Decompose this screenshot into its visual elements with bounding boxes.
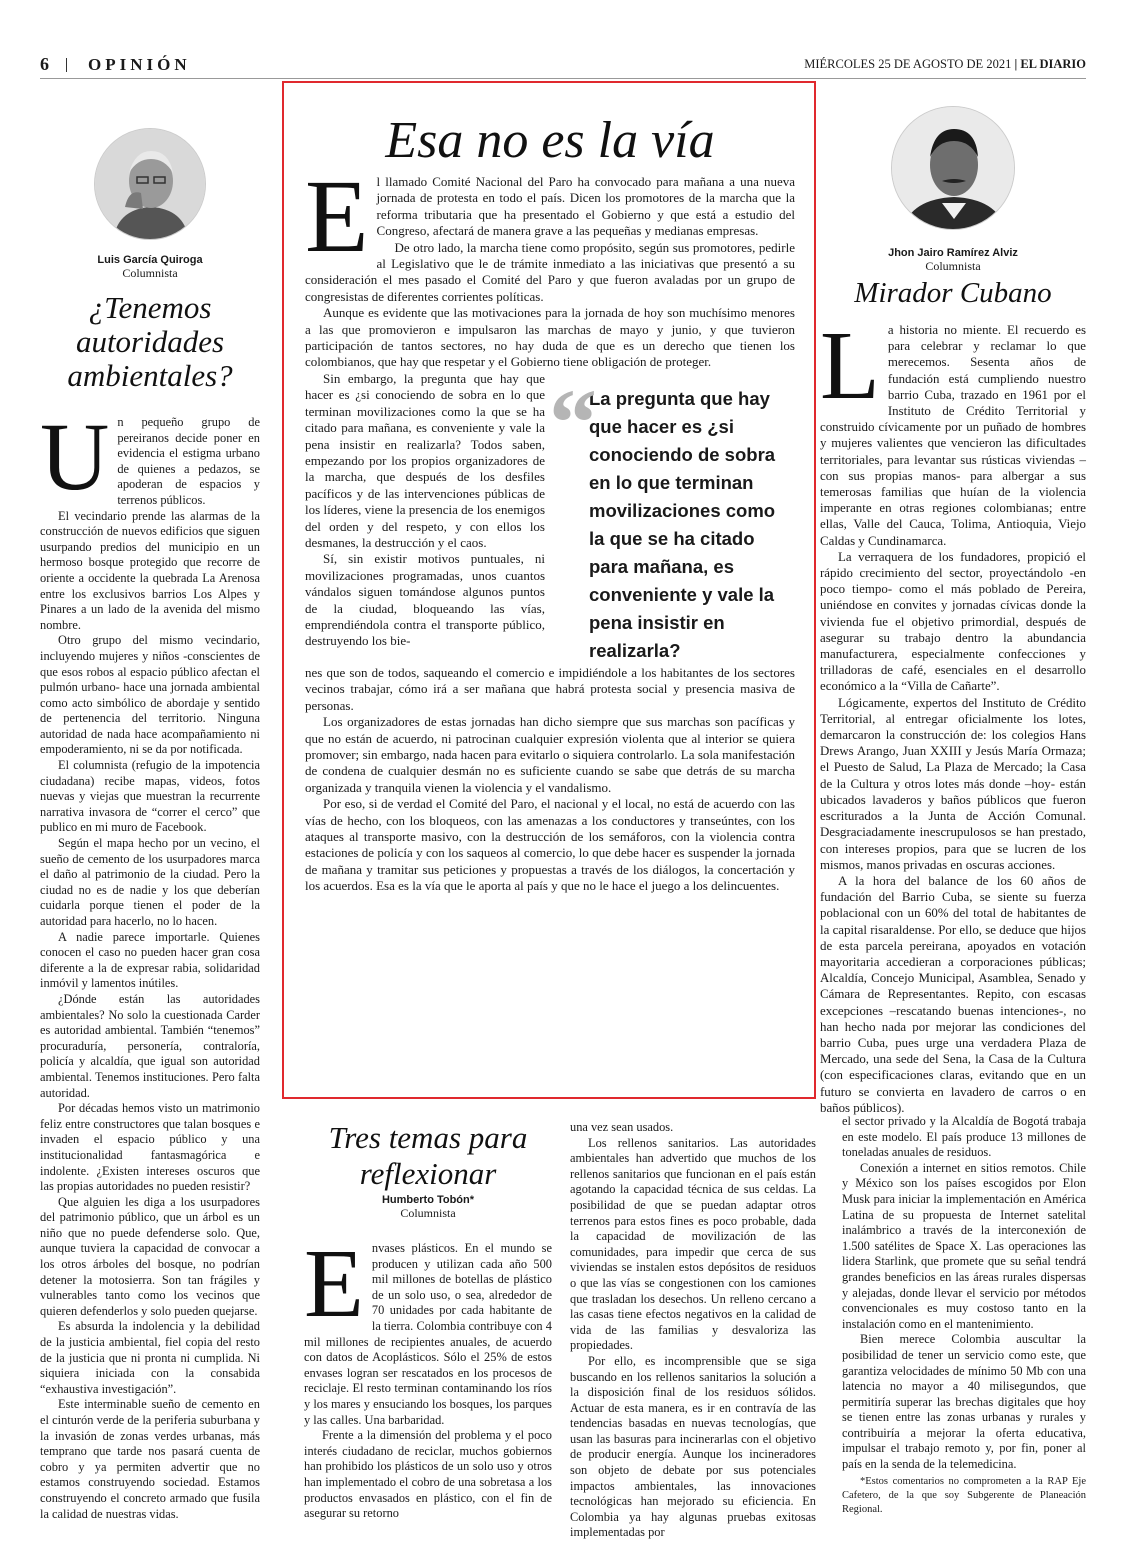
bottom-author-role: Columnista [400,1206,456,1220]
right-paragraph: a historia no miente. El recuerdo es para celebrar y reclamar lo que merecemos. Sesenta años de fundación está cumpliendo nuestro barrio Cuba, trazado en 1961 por el Instituto de Crédito Territorial y construido cívicamente por un puñado de hombres y mujeres valientes que vencieron las dificultades territoriales, para levantar sus rústicas viviendas –con sus propias manos- para albergar a sus temerosas familias que huían de la violencia imperante en otras regiones colombianas; entre ellas, Valle del Cauca, Tolima, Antioquia, Viejo Caldas y Cundinamarca. [820,323,1086,548]
editorial-drop-cap: E [305,159,369,274]
bottom-drop-cap: E [304,1230,364,1338]
left-paragraph: Que alguien les diga a los usurpadores del patrimonio público, que un árbol es un niño que no puede defenderse solo. Que, aunque tuviera la capacidad de convocar a los otros árboles del bosque, no podrían detener la motosierra. Son tan frágiles y vulnerables tanto como los vecinos que quieren defenderlos y solo pueden quejarse. [40,1194,260,1318]
bottom-footnote: *Estos comentarios no comprometen a la RAP Eje Cafetero, de la que soy Subgerente de Planeación Regional. [842,1475,1086,1515]
editorial-paragraph: nes que son de todos, saqueando el comercio e impidiéndole a los habitantes de los sectores vecinos trabajar, cómo irá a ser mañana que habrá protesta social y presencia masiva de personas. [305,664,795,713]
editorial-paragraph: De otro lado, la marcha tiene como propósito, según sus promotores, pedirle al Legislativo que le de trámite inmediato a las iniciativas que presentó a su consideración el mes pasado el Comité del Paro y que fueron avaladas por un grupo de congresistas de diferentes corrientes políticas. [305,239,795,304]
avatar-left [94,128,206,240]
left-paragraph: El vecindario prende las alarmas de la construcción de nuevos edificios que siguen usurpando predios del municipio en un hermoso bosque protegido que recorre de oriente a occidente la quebrada La Arenosa entre los exclusivos barrios Los Alpes y Pinares a un lado de la avenida del mismo nombre. [40,508,260,632]
bottom-col-1 [304,1120,552,1522]
right-paragraph: Lógicamente, expertos del Instituto de Crédito Territorial, al entregar oficialmente los lotes, demarcaron la construcción de: los colegios Hans Drews Arango, Juan XXIII y Jesús María Ormaza; el Puesto de Salud, La Plaza de Mercado; la Casa de la Cultura y otros lotes más donde –hoy- están ubicados lavaderos y baños públicos que fueron escriturados a la Junta de Acción Comunal. Desgraciadamente inescrupulosos se han prestado, con intereses propios, para que se lucren de los mismos, manos privadas en oscuras acciones. [820,695,1086,872]
right-author-name: Jhon Jairo Ramírez Alviz [888,247,1018,259]
editorial-paragraph: Aunque es evidente que las motivaciones para la jornada de hoy son muchísimo menores a las que promovieron e impulsaron las marchas de mayo y junio, y que tuvieron participación de tantos sectores, no hay duda de que es un derecho que tienen los colombianos, que hay que respetar y el Gobierno tiene obligación de proteger. [305,305,795,370]
right-paragraph: A la hora del balance de los 60 años de fundación del Barrio Cuba, se siente su fuerza poblacional con un 60% del total de habitantes de la capital risaraldense. Por ello, se deduce que hijos de esta parcela pereirana, apoyados en votación mayoritaria accedieran a corporaciones públicas; Alcaldía, Concejo Municipal, Asamblea, Senado y Cámara de Representantes. Repito, con escasas excepciones –rescatando buenas intenciones-, no han hecho nada por mejorar las condiciones del barrio Cuba, pues urge una verdadera Plaza de Mercado, una sede del Sena, la Casa de la Cultura (con especificaciones claras, evitando que en un futuro se convierta en lavadero de carros o en baños públicos). [820,873,1086,1115]
bottom-paragraph: Por ello, es incomprensible que se siga buscando en los rellenos sanitarios la solución a la disposición final de los residuos sólidos. Actuar de esta manera, es ir en contravía de las tendencias basadas en nuevas tecnologías, que usan las basuras para incinerarlas con el objetivo de producir energía. Aunque los incineradores son objeto de debate por sus potenciales impactos ambientales, las innovaciones tecnológicas han mejorado su eficiencia. En Colombia ya hay algunas pruebas exitosas implementadas por [570,1353,816,1540]
bottom-paragraph: Los rellenos sanitarios. Las autoridades ambientales han advertido que muchos de los rellenos sanitarios que funcionan en el país están agotando la capacidad técnica de sus celdas. La posibilidad de que se puedan adaptar otros terrenos para estos fines es poco probable, dada la capacidad de movilización de las comunidades, para impedir que cerca de sus viviendas se instalen estos depósitos de residuos o que las vías se congestionen con los camiones que trasladan los desechos. Un relleno cercano a las casas tiene efectos negativos en la calidad de vida de las familias y desvaloriza las propiedades. [570,1135,816,1353]
right-drop-cap: L [820,312,880,420]
editorial-paragraph: Por eso, si de verdad el Comité del Paro, el nacional y el local, no está de acuerdo con las vías de hecho, con los bloqueos, con las amenazas a los conductores y transeúntes, con los ataques al transporte masivo, con la destrucción de los semáforos, con la violencia contra estaciones de policía y con los saqueos al comercio, lo que debe hacer es suspender la jornada de mañana y tramitar sus peticiones y propuestas a través de los diálogos, la concertación y los acuerdos. Esa es la vía que le aporta al país y que no le hace el juego a los delincuentes. [305,796,795,894]
section-title: OPINIÓN [88,55,191,74]
left-paragraph: Es absurda la indolencia y la debilidad de la justicia ambiental, fiel copia del resto de la justicia que ni pronta ni cumplida. Ni siquiera iniciada con la consabida “exhaustiva investigación”. [40,1319,260,1396]
header-rule [40,78,1086,79]
left-paragraph: Por décadas hemos visto un matrimonio feliz entre constructores que talan bosques e invaden el espacio público y una institucionalidad fantasmagórica e indolente. ¿Existen intereses oscuros que las propias autoridades no pueden resistir? [40,1101,260,1194]
left-column-title: ¿Tenemos autoridades ambientales? [67,290,233,393]
avatar-right [891,106,1015,230]
editorial-paragraph: l llamado Comité Nacional del Paro ha convocado para mañana a una nueva jornada de protesta en todo el país. Dicen los promotores de la marcha que la reforma tributaria que ha presentado el Gobierno y que está a estudio del Congreso, afectará de manera grave a las pequeñas y medianas empresas. [376,174,795,239]
left-paragraph: Este interminable sueño de cemento en el cinturón verde de la periferia suburbana y la invasión de zonas verdes urbanas, más temprano que tarde nos pasará cuenta de cobro y ya permiten advertir que no estamos construyendo sociedad. Estamos construyendo el concreto armado que fusila la calidad de nuestras vidas. [40,1397,260,1521]
bottom-paragraph: el sector privado y la Alcaldía de Bogotá trabaja en este modelo. El país produce 13 millones de toneladas anuales de residuos. [842,1114,1086,1160]
right-column-title: Mirador Cubano [854,277,1052,309]
bottom-paragraph: Bien merece Colombia auscultar la posibilidad de tener un servicio como este, que garantiza velocidades de mínimo 50 Mb con una latencia no mayor a 40 milisegundos, que permitiría superar las brechas digitales que hoy se tienen entre las zonas urbanas y rurales y contribuiría a mejorar la oferta educativa, impulsar el trabajo remoto y, por fin, poner al país en la senda de la telemedicina. [842,1332,1086,1472]
right-author-role: Columnista [925,259,981,273]
editorial-paragraph: Sí, sin existir motivos puntuales, ni movilizaciones programadas, unos cuantos vándalos siguen tomándose algunos puntos de la ciudad, bloqueando las vías, emprendiéndola contra el transporte público, destruyendo los bie- [305,551,545,649]
left-paragraph: El columnista (refugio de la impotencia ciudadana) recibe mapas, videos, fotos nuevas y viejas que muestran la recurrente narrativa invasora de “correr el cerco” que publico en mi muro de Facebook. [40,758,260,835]
bottom-col-3 [842,1114,1086,1517]
bottom-paragraph: Frente a la dimensión del problema y el poco interés ciudadano de reciclar, muchos gobiernos han prohibido los plásticos de un solo uso y otros han implementado el cobro de una sobretasa a los productos envasados en plástico, con el fin de asegurar su retorno [304,1428,552,1521]
left-paragraph: Otro grupo del mismo vecindario, incluyendo mujeres y niños -conscientes de que esos robos al espacio público afectan el pulmón urbano- hace una jornada ambiental como acto simbólico de abordaje y sentido de pertenencia del territorio. Ninguna autoridad de nada hace acompañamiento ni empoderamiento, ni se da por notificada. [40,633,260,757]
left-paragraph: ¿Dónde están las autoridades ambientales? No solo la cuestionada Carder es autoridad ambiental. También “tenemos” procuraduría, personería, contraloría, policía y alcaldía, que igual son autoridad ambiental. Tenemos instituciones. Pero falta autoridad. [40,991,260,1100]
portrait-icon [892,107,1015,230]
quote-mark-icon: “ [549,368,597,476]
bottom-paragraph: nvases plásticos. En el mundo se producen y utilizan cada año 500 mil millones de botellas de plástico de un solo uso, o sea, alrededor de 70 unidades por cada habitante de la tierra. Colombia contribuye con 4 mil millones de recipientes anuales, de acuerdo con datos de Acoplásticos. Sólo el 25% de estos envases logran ser rescatados en los procesos de reciclaje. El resto terminan contaminando los ríos y los mares y ensuciando los bosques, los parques y las calles. Una barbaridad. [304,1241,552,1427]
editorial-title: Esa no es la vía [385,112,715,169]
bottom-paragraph: Conexión a internet en sitios remotos. Chile y México son los países escogidos por Elon Musk para iniciar la implementación en América Latina de su propuesta de Internet satelital inalámbrico a través de la interconexión de 1.500 satélites de Space X. Las operaciones las lidera Starlink, que promete que su señal tendrá grandes beneficios en las áreas rurales dispersas y alejadas, donde llevar el servicio por métodos convencionales es muy costoso tanto en la instalación como en el mantenimiento. [842,1160,1086,1331]
bottom-author-name: Humberto Tobón* [381,1194,475,1206]
right-paragraph: La verraquera de los fundadores, propició el rápido crecimiento del sector, proyectándolo -en poco tiempo- como el más poblado de Pereira, uniéndose en convites y jornadas cívicas donde la vivienda fue el objetivo primordial, después de asegurar su trabajo dentro la abundancia manufacturera, especialmente confecciones y trilladoras de café, esenciales en el desarrollo económico a la “Villa de Cañarte”. [820,549,1086,694]
editorial [305,112,795,895]
left-paragraph: A nadie parece importarle. Quienes conocen el caso no pueden hacer gran cosa diferente a la de expresar rabia, solidaridad inmóvil y lamentos inútiles. [40,929,260,991]
bottom-col-1-body [304,1230,552,1522]
newspaper-name: EL DIARIO [1020,57,1086,71]
bottom-col-2 [570,1120,816,1541]
left-column [40,120,260,1522]
right-column-body [820,312,1086,1116]
bottom-paragraph: una vez sean usados. [570,1120,674,1134]
header-date: MIÉRCOLES 25 DE AGOSTO DE 2021 [804,57,1012,71]
header-divider [66,58,67,72]
left-column-body [40,403,260,1522]
left-author-name: Luis García Quiroga [97,254,203,266]
portrait-icon [95,129,206,240]
bottom-title: Tres temas para reflexionar [328,1120,528,1191]
pull-quote-text: La pregunta que hay que hacer es ¿si conociendo de sobra en lo que terminan movilizaciones como la que se ha citado para mañana, es conveniente y vale la pena insistir en realizarla? [589,387,776,661]
editorial-body [305,159,795,895]
pull-quote [549,368,795,665]
right-column [820,106,1086,1116]
bottom-article [304,1114,1086,1550]
left-drop-cap: U [40,403,110,510]
page-header: 6 OPINIÓN MIÉRCOLES 25 DE AGOSTO DE 2021 | EL DIARIO [40,54,1086,74]
left-author-role: Columnista [122,266,178,280]
left-paragraph: n pequeño grupo de pereiranos decide poner en evidencia el estigma urbano de quienes a pedazos, se apoderan de espacios y terrenos públicos. [117,415,260,507]
left-paragraph: Según el mapa hecho por un vecino, el sueño de cemento de los usurpadores marca el daño al patrimonio de la ciudad. Pero la ciudad no es de nadie y los que deberían cuidarla porque tienen el poder de la autoridad para hacerlo, no lo hacen. [40,836,260,928]
editorial-paragraph: Los organizadores de estas jornadas han dicho siempre que sus marchas son pacíficas y que no están de acuerdo, ni patrocinan cualquier expresión violenta que al interior se quiera promover; sin embargo, nada hacen para evitarlo o siquiera controlarlo. La sola manifestación de condena de cualquier desmán no es suficiente cuando se sabe que detrás de su marcha organizada y tranquila vienen la violencia y el vandalismo. [305,714,795,795]
editorial-paragraph: Sin embargo, la pregunta que hay que hacer es ¿si conociendo de sobra en lo que terminan movilizaciones como la que se ha citado para mañana, es conveniente y vale la pena insistir en realizarla? Todos saben, empezando por los propios organizadores de la marcha, que después de los desfiles pacíficos y de las intervenciones públicas de los líderes, viene la presencia de los enemigos del orden y del respeto, y con ellos los desmanes, la destrucción y el caos. [305,370,545,550]
page-number: 6 [40,54,49,74]
